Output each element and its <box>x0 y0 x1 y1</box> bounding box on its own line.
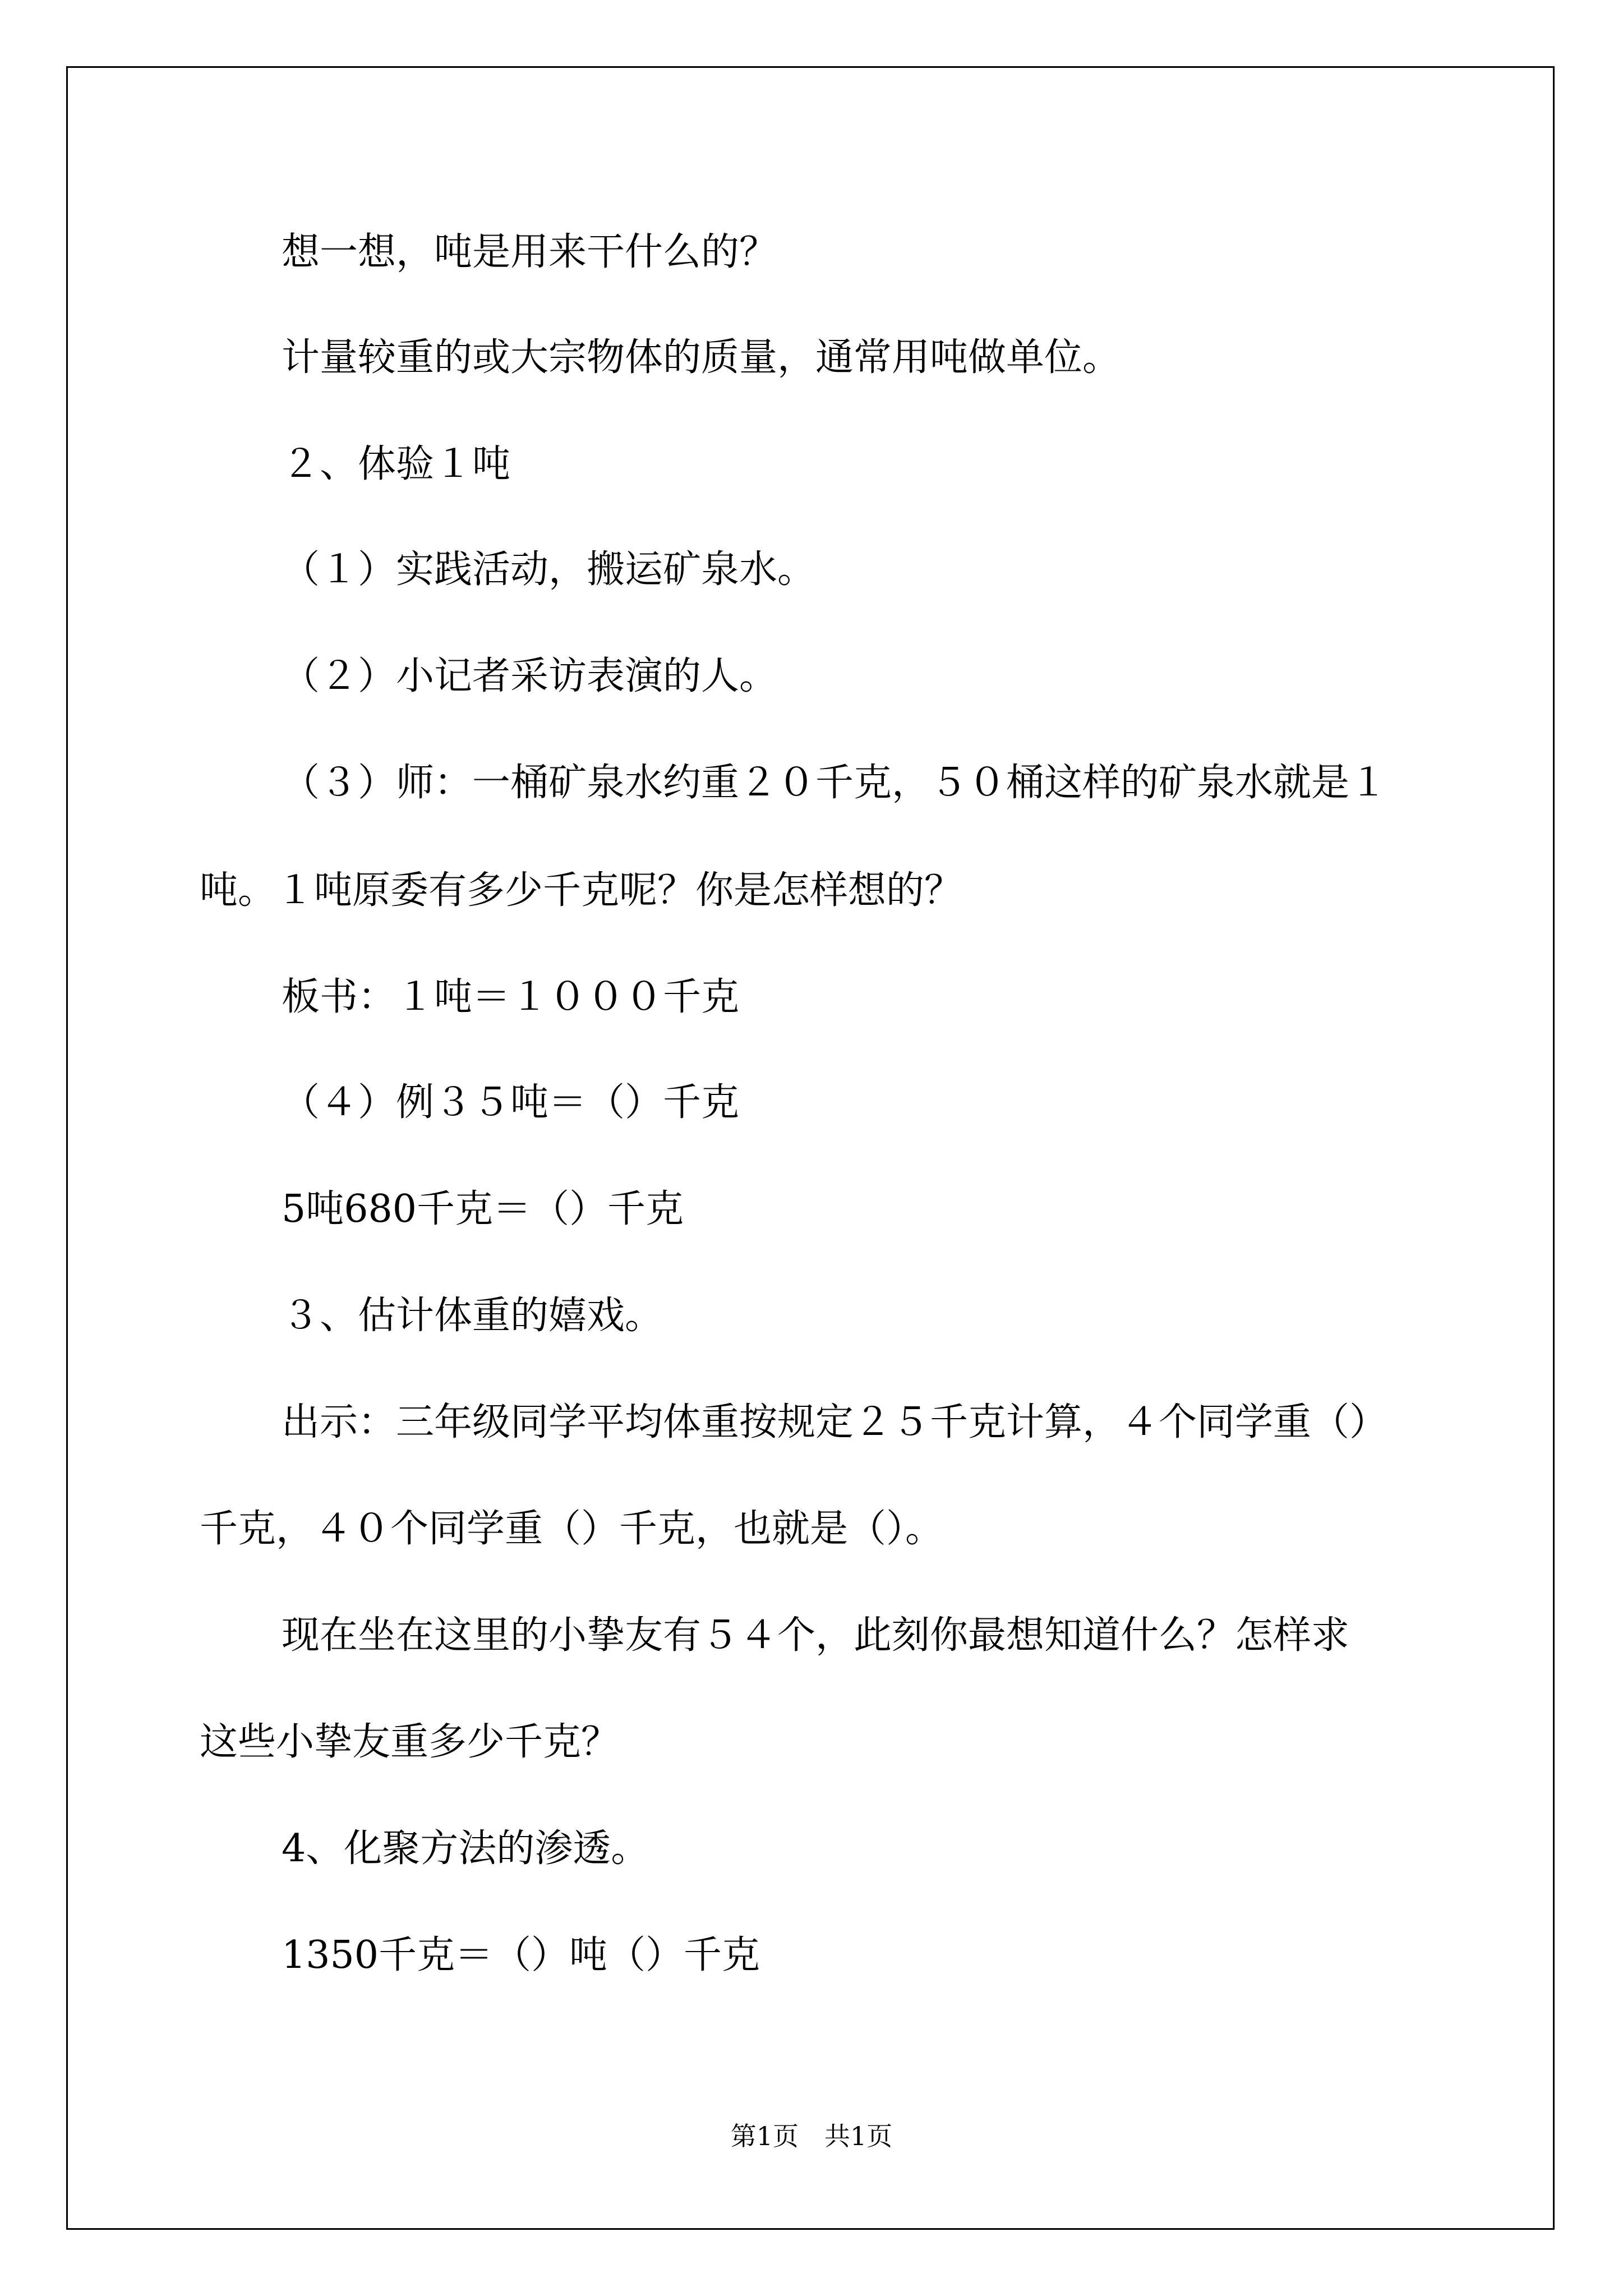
paragraph-line: 这些小挚友重多少千克？ <box>200 1720 620 1764</box>
paragraph-line: （１）实践活动，搬运矿泉水。 <box>282 547 816 592</box>
page-footer: 第1页 共1页 <box>730 2121 893 2151</box>
paragraph-line: 千克，４０个同学重（）千克，也就是（）。 <box>200 1507 944 1551</box>
section-heading: ３、估计体重的嬉戏。 <box>282 1294 663 1338</box>
paragraph-line: 计量较重的或大宗物体的质量，通常用吨做单位。 <box>282 335 1121 380</box>
page-border <box>66 66 1555 2230</box>
paragraph-line: 板书：１吨＝１０００千克 <box>282 975 740 1019</box>
paragraph-line: 现在坐在这里的小挚友有５４个，此刻你最想知道什么？怎样求 <box>282 1613 1350 1658</box>
paragraph-line: （４）例３５吨＝（）千克 <box>282 1080 740 1125</box>
section-heading: ２、体验１吨 <box>282 442 511 486</box>
paragraph-line: 1350千克＝（）吨（）千克 <box>282 1933 760 1977</box>
section-heading: 4、化聚方法的渗透。 <box>282 1826 649 1871</box>
paragraph-line: 出示：三年级同学平均体重按规定２５千克计算，４个同学重（） <box>282 1400 1388 1444</box>
paragraph-line: （３）师：一桶矿泉水约重２０千克，５０桶这样的矿泉水就是１ <box>282 761 1388 805</box>
paragraph-line: （２）小记者采访表演的人。 <box>282 654 778 698</box>
paragraph-line: 5吨680千克＝（）千克 <box>282 1187 684 1231</box>
paragraph-line: 吨。１吨原委有多少千克呢？你是怎样想的？ <box>200 868 963 913</box>
paragraph-line: 想一想，吨是用来干什么的？ <box>282 230 778 274</box>
